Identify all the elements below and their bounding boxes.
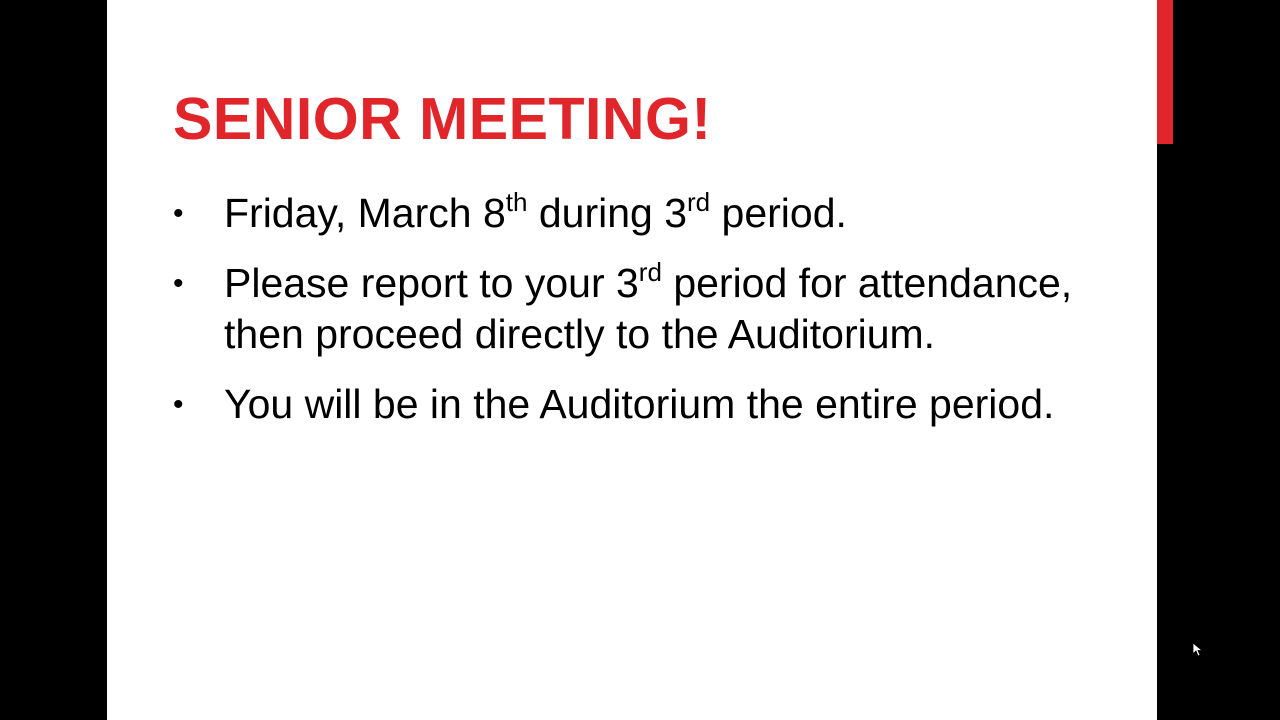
bullet-item <box>173 188 1073 239</box>
bullet-item <box>173 379 1073 430</box>
text-segment: period. <box>710 190 847 236</box>
bullet-icon: • <box>173 388 184 421</box>
bullet-text <box>224 257 1073 357</box>
superscript: th <box>505 187 528 217</box>
text-segment: Friday, March 8 <box>224 190 506 236</box>
bullet-icon: • <box>173 197 184 230</box>
bullet-icon: • <box>173 267 184 300</box>
mouse-pointer-icon <box>1193 643 1203 657</box>
bullet-text <box>224 381 1054 427</box>
slide <box>107 0 1157 720</box>
superscript: rd <box>638 257 662 287</box>
text-segment: during 3 <box>527 190 688 236</box>
superscript: rd <box>687 187 711 217</box>
bullet-list <box>173 188 1073 449</box>
accent-bar <box>1157 0 1173 144</box>
text-segment: Please report to your 3 <box>224 260 639 306</box>
text-segment: period for attendance, then proceed directly to the Auditorium. <box>224 260 1073 357</box>
slide-title: SENIOR MEETING! <box>173 86 712 152</box>
text-segment: You will be in the Auditorium the entire period. <box>224 381 1055 427</box>
bullet-text <box>224 187 847 236</box>
bullet-item <box>173 258 1073 360</box>
